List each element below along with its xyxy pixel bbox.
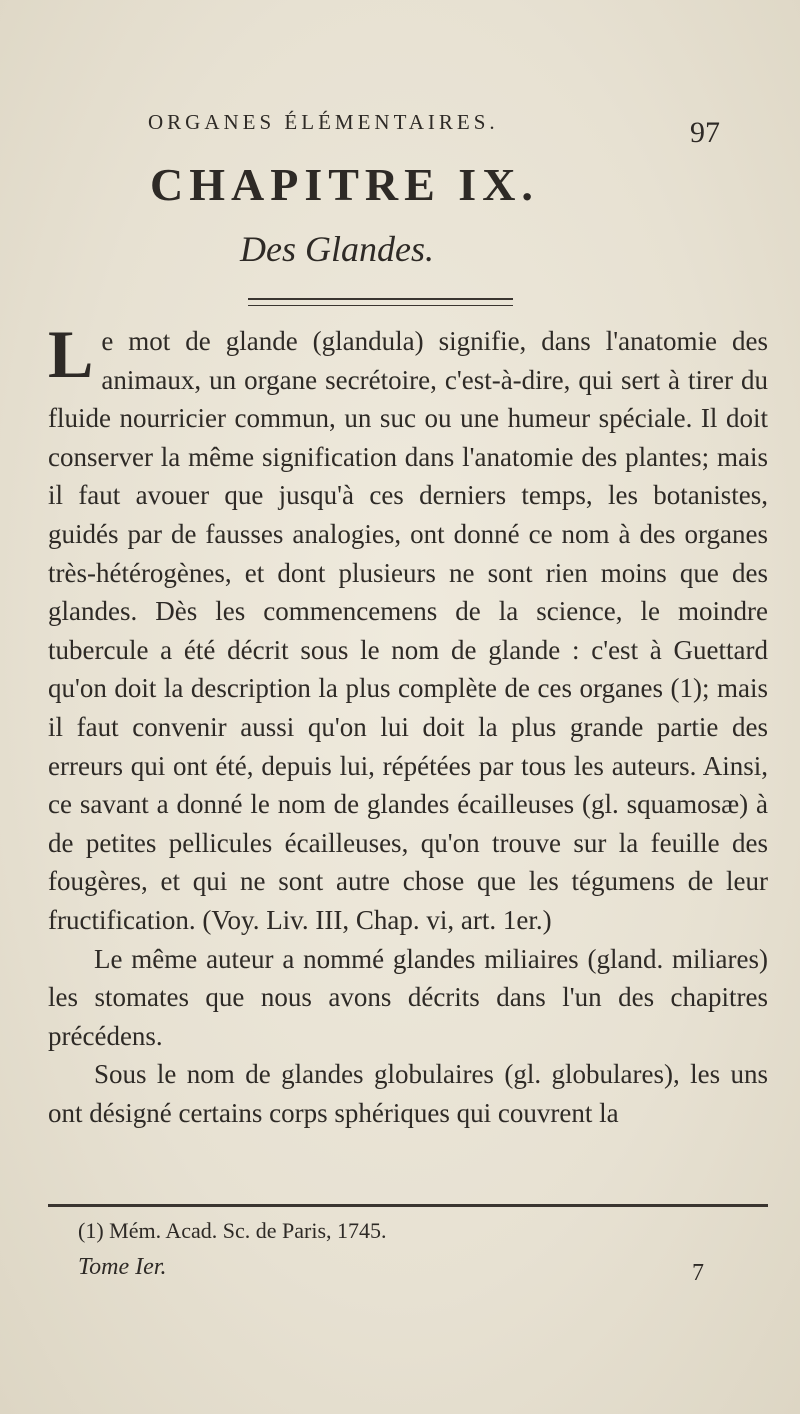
paragraph-1-text: e mot de glande (glandula) signifie, dans l'anatomie des animaux, un organe secrétoire, c'est-à-dire, qui sert à tirer du fluide nourricier commun, un suc ou une humeur spéciale. Il doit conserver la même signification dans l'anatomie des plantes; mais il faut avouer que jusqu'à ces derniers temps, les botanistes, guidés par de fausses analogies, ont donné ce nom à des organes très-hétérogènes, et dont plusieurs ne sont rien moins que des glandes. Dès les commencemens de la science, le moindre tubercule a été décrit sous le nom de glande : c'est à Guettard qu'on doit la description la plus complète de ces organes (1); mais il faut convenir aussi qu'on lui doit la plus grande partie des erreurs qui ont été, depuis lui, répétées par tous les auteurs. Ainsi, ce savant a donné le nom de glandes écailleuses (gl. squamosæ) à de petites pellicules écailleuses, qu'on trouve sur la feuille des fougères, et qui ne sont autre chose que les tégumens de leur fructification. (Voy. Liv. III, Chap. vi, art. 1er.) (48, 326, 768, 935)
chapter-body (48, 316, 768, 1132)
paragraph-2: Le même auteur a nommé glandes miliaires (gland. miliares) les stomates que nous avons décrits dans l'un des chapitres précédens. (48, 943, 768, 1051)
signature-mark: Tome Ier. (78, 1254, 167, 1280)
signature-number: 7 (692, 1260, 704, 1286)
paragraph-3: Sous le nom de glandes globulaires (gl. globulares), les uns ont désigné certains corps sphériques qui couvrent la (48, 1059, 768, 1128)
chapter-title: CHAPITRE IX. (150, 159, 539, 210)
title-rule (248, 298, 513, 306)
drop-cap: L (48, 316, 94, 392)
footnote: (1) Mém. Acad. Sc. de Paris, 1745. (78, 1218, 387, 1243)
paragraph-1 (48, 316, 768, 940)
chapter-subtitle: Des Glandes. (240, 229, 434, 269)
page-number: 97 (690, 116, 720, 149)
running-head: ORGANES ÉLÉMENTAIRES. (148, 110, 499, 134)
footnote-rule (48, 1204, 768, 1207)
